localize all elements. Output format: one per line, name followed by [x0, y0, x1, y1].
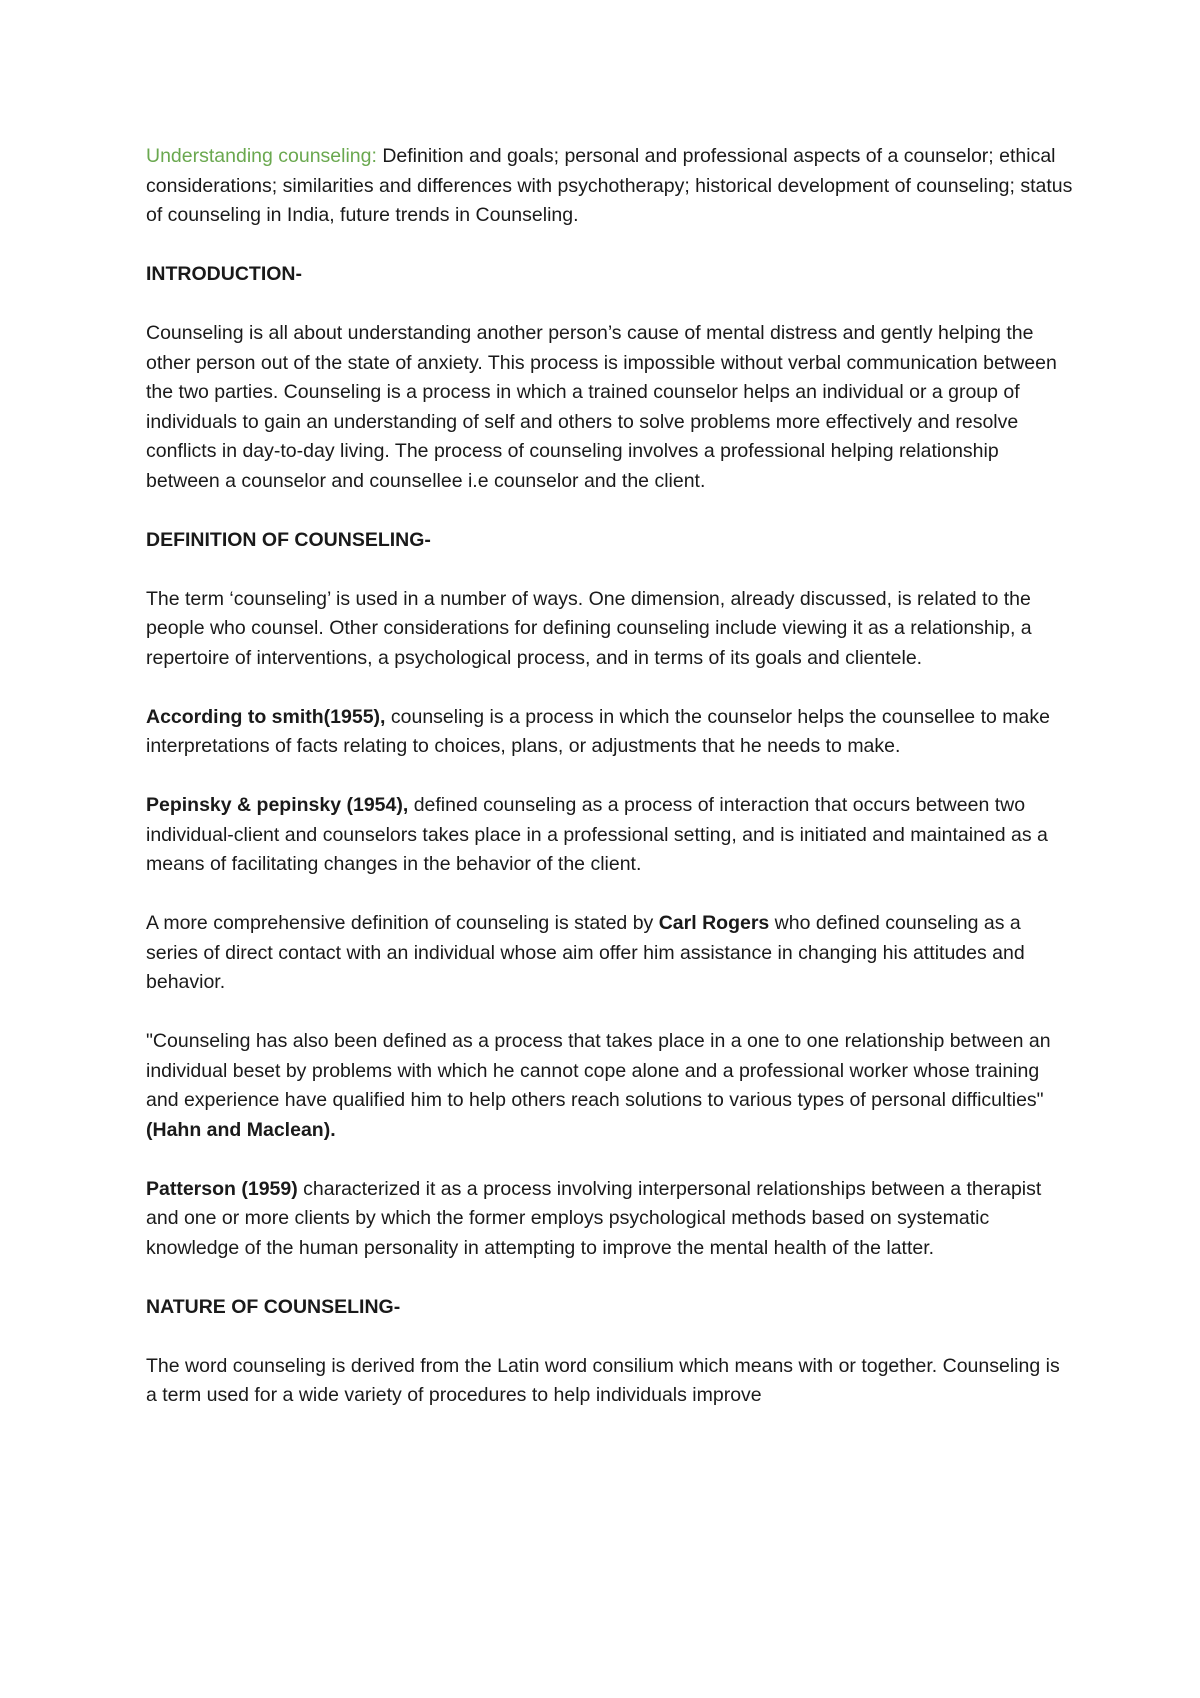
smith-text: counseling is a process in which the counselor helps the counsellee to make interpretations of facts relating to choices, plans, or adjustments that he needs to make. — [146, 705, 1050, 757]
nature-heading: NATURE OF COUNSELING- — [146, 1295, 401, 1318]
pepinsky-definition — [146, 791, 1074, 880]
hahn-citation: (Hahn and Maclean). — [146, 1118, 336, 1141]
hahn-text: "Counseling has also been defined as a process that takes place in a one to one relationship between an individual beset by problems with which he cannot cope alone and a professional worker whose training and experience have qualified him to help others reach solutions to various types of personal difficulties" — [146, 1030, 1051, 1111]
introduction-heading: INTRODUCTION- — [146, 263, 302, 285]
topic-description: Definition and goals; personal and professional aspects of a counselor; ethical considerations; similarities and differences with psychotherapy; historical development of counseling; status of counseling in India, future trends in Counseling. — [146, 145, 1073, 226]
introduction-paragraph: Counseling is all about understanding another person’s cause of mental distress and gently helping the other person out of the state of anxiety. This process is impossible without verbal communication between the two parties. Counseling is a process in which a trained counselor helps an individual or a group of individuals to gain an understanding of self and others to solve problems more effectively and resolve conflicts in day-to-day living. The process of counseling involves a professional helping relationship between a counselor and counsellee i.e counselor and the client. — [146, 322, 1057, 492]
rogers-text-after: who defined counseling as a series of direct contact with an individual whose aim offer him assistance in changing his attitudes and behavior. — [146, 912, 1025, 993]
patterson-citation: Patterson (1959) — [146, 1177, 298, 1200]
smith-definition — [146, 703, 1074, 762]
patterson-definition — [146, 1175, 1074, 1264]
intro-paragraph — [146, 142, 1074, 231]
pepinsky-text: defined counseling as a process of interaction that occurs between two individual-client and counselors takes place in a professional setting, and is initiated and maintained as a means of facilitating changes in the behavior of the client. — [146, 794, 1048, 875]
definition-heading: DEFINITION OF COUNSELING- — [146, 528, 431, 551]
rogers-citation: Carl Rogers — [658, 912, 770, 934]
patterson-text: characterized it as a process involving interpersonal relationships between a therapist and one or more clients by which the former employs psychological methods based on systematic knowledge of the human personality in attempting to improve the mental health of the latter. — [146, 1177, 1042, 1259]
nature-paragraph: The word counseling is derived from the Latin word consilium which means with or together. Counseling is a term used for a wide variety of procedures to help individuals improve — [146, 1354, 1060, 1406]
document-page — [146, 142, 1074, 1440]
smith-citation: According to smith(1955), — [146, 705, 386, 728]
rogers-text-before: A more comprehensive definition of counseling is stated by — [146, 912, 659, 934]
rogers-definition — [146, 909, 1074, 998]
hahn-definition — [146, 1027, 1074, 1145]
pepinsky-citation: Pepinsky & pepinsky (1954), — [146, 794, 409, 816]
topic-label: Understanding counseling: — [146, 145, 377, 167]
definition-paragraph: The term ‘counseling’ is used in a number of ways. One dimension, already discussed, is related to the people who counsel. Other considerations for defining counseling include viewing it as a relationship, a repertoire of interventions, a psychological process, and in terms of its goals and clientele. — [146, 587, 1032, 669]
